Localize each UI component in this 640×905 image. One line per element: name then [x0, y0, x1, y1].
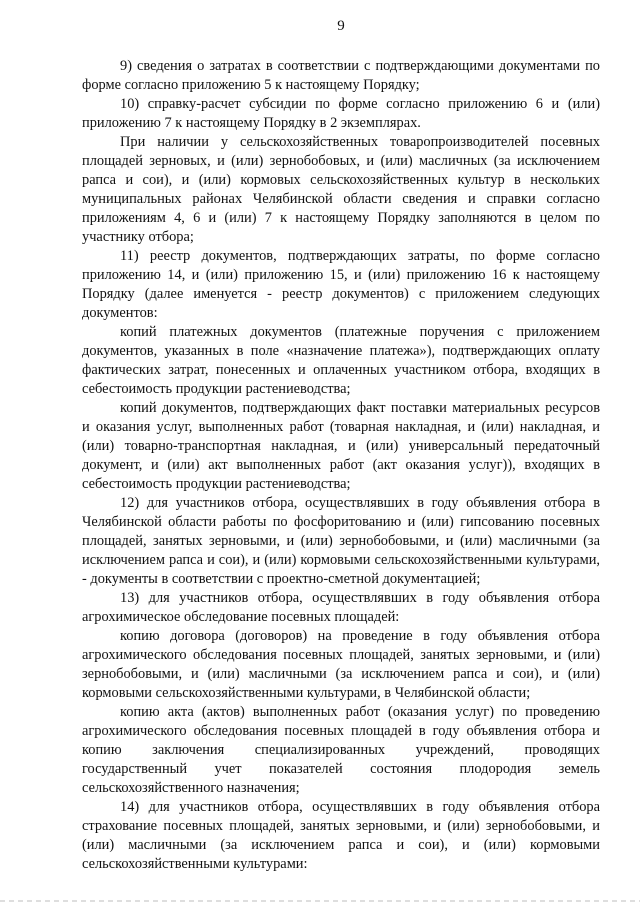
document-body: [82, 57, 600, 874]
scan-edge-mark: [0, 900, 640, 902]
paragraph-11-document-registry: 11) реестр документов, подтверждающих затраты, по форме согласно приложению 14, и (или) приложению 15, и (или) приложению 16 к настоящему Порядку (далее именуется - реестр документов) с приложением следующих документов:: [82, 248, 600, 321]
page-number: 9: [337, 18, 345, 34]
paragraph-13-agrochemical-survey: 13) для участников отбора, осуществлявших в году объявления отбора агрохимическое обследование посевных площадей:: [82, 590, 600, 625]
paragraph-10-subsidy-calc: 10) справку-расчет субсидии по форме согласно приложению 6 и (или) приложению 7 к настоящему Порядку в 2 экземплярах.: [82, 96, 600, 131]
paragraph-act-copy: копию акта (актов) выполненных работ (оказания услуг) по проведению агрохимического обследования посевных площадей в году объявления отбора и копию заключения специализированных учреждений, проводящих государственный учет показателей состояния плодородия земель сельскохозяйственного назначения;: [82, 704, 600, 796]
paragraph-14-insurance: 14) для участников отбора, осуществлявших в году объявления отбора страхование посевных площадей, занятых зерновыми, и (или) зернобобовыми, и (или) масличными (за исключением рапса и сои), и (или) кормовыми сельскохозяйственными культурами:: [82, 799, 600, 872]
paragraph-multiple-districts: При наличии у сельскохозяйственных товаропроизводителей посевных площадей зерновых, и (или) зернобобовых, и (или) масличных (за исключением рапса и сои), и (или) кормовых сельскохозяйственных культур в нескольких муниципальных районах Челябинской области сведения и справки согласно приложениям 4, 6 и (или) 7 к настоящему Порядку заполняются в целом по участнику отбора;: [82, 134, 600, 245]
paragraph-12-phosphoritization: 12) для участников отбора, осуществлявших в году объявления отбора в Челябинской области работы по фосфоритованию и (или) гипсованию посевных площадей, занятых зерновыми, и (или) зернобобовыми, и (или) масличными (за исключением рапса и сои), и (или) кормовыми сельскохозяйственными культурами, - документы в соответствии с проектно-сметной документацией;: [82, 495, 600, 587]
paragraph-payment-copies: копий платежных документов (платежные поручения с приложением документов, указанных в поле «назначение платежа»), подтверждающих оплату фактических затрат, понесенных и оплаченных участником отбора, входящих в себестоимость продукции растениеводства;: [82, 324, 600, 397]
paragraph-contract-copy: копию договора (договоров) на проведение в году объявления отбора агрохимического обследования посевных площадей, занятых зерновыми, и (или) зернобобовыми, и (или) масличными (за исключением рапса и сои), и (или) кормовыми сельскохозяйственными культурами, в Челябинской области;: [82, 628, 600, 701]
paragraph-9-expense-info: 9) сведения о затратах в соответствии с подтверждающими документами по форме согласно приложению 5 к настоящему Порядку;: [82, 58, 600, 93]
paragraph-delivery-copies: копий документов, подтверждающих факт поставки материальных ресурсов и оказания услуг, выполненных работ (товарная накладная, и (или) накладная, и (или) товарно-транспортная накладная, и (или) универсальный передаточный документ, и (или) акт выполненных работ (акт оказания услуг)), входящих в себестоимость продукции растениеводства;: [82, 400, 600, 492]
